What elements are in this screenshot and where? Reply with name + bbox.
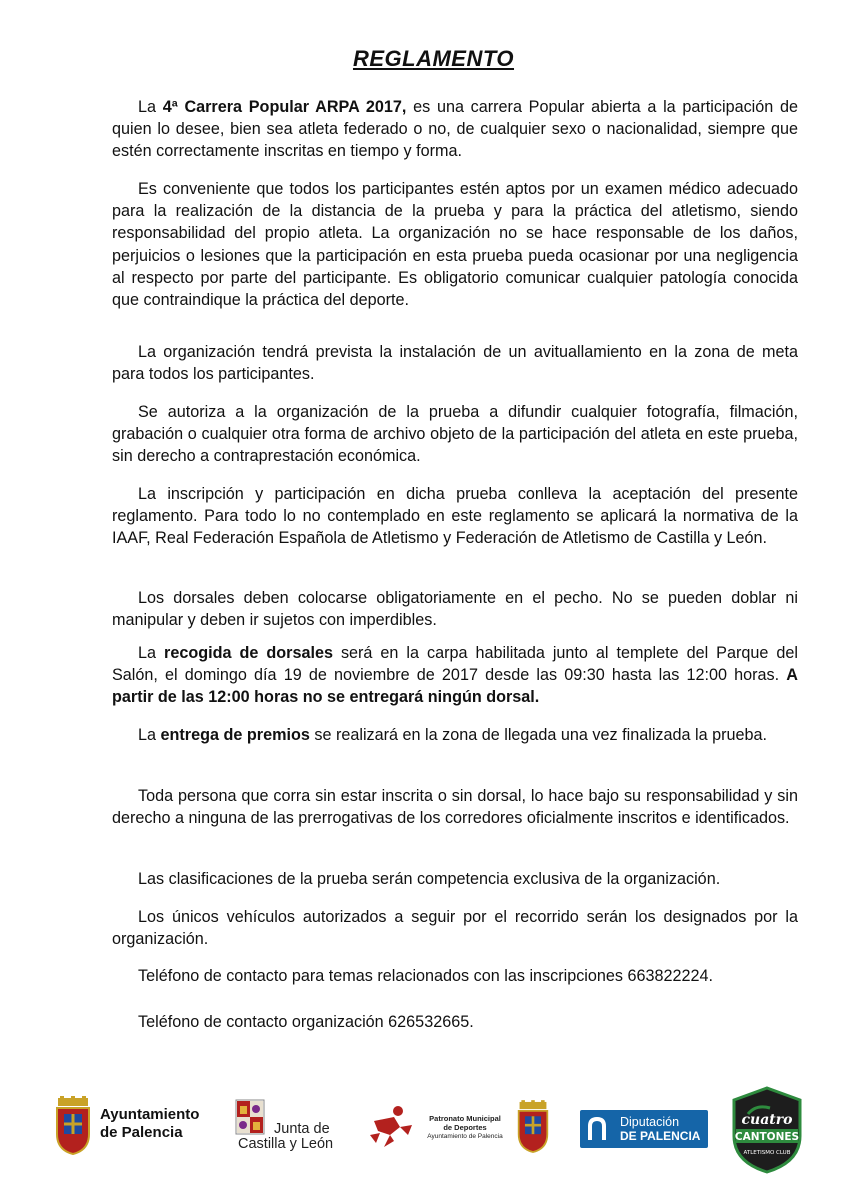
junta-text xyxy=(238,1121,334,1152)
ayuntamiento-text xyxy=(100,1106,199,1142)
sponsor-logos xyxy=(0,1080,867,1190)
logo-line: de Palencia xyxy=(100,1124,183,1141)
text-run: Teléfono de contacto organización 626532665. xyxy=(138,1013,474,1031)
text-run: La xyxy=(138,98,163,116)
diputacion-badge xyxy=(580,1110,708,1148)
paragraph-bib-pickup xyxy=(112,642,798,709)
paragraph-phone-organization xyxy=(112,1011,798,1033)
paragraph-bibs xyxy=(112,587,798,631)
text-run: Los dorsales deben colocarse obligatoriamente en el pecho. No se pueden doblar ni manipular y deben ir sujetos con imperdibles. xyxy=(112,589,798,630)
text-run: La xyxy=(138,726,161,744)
arch-icon xyxy=(580,1110,614,1148)
logo-cuatro-cantones xyxy=(726,1084,808,1176)
text-run: Se autoriza a la organización de la prueba a difundir cualquier fotografía, filmación, grabación o cualquier otra forma de archivo objeto de la participación del atleta en este prueba, sin derecho a contraprestación económica. xyxy=(112,403,798,466)
text-run: Toda persona que corra sin estar inscrita o sin dorsal, lo hace bajo su responsabilidad y sin derecho a ninguna de las prerrogativas de los corredores oficialmente inscritos e identificados. xyxy=(112,787,798,828)
logo-line: Ayuntamiento de Palencia xyxy=(427,1132,503,1140)
text-run: se realizará en la zona de llegada una vez finalizada la prueba. xyxy=(309,726,768,744)
paragraph-intro xyxy=(112,96,798,163)
logo-line: Patronato Municipal xyxy=(429,1113,501,1123)
logo-line: Ayuntamiento xyxy=(100,1106,200,1123)
club-line-1: cuatro xyxy=(741,1112,793,1128)
club-line-3: ATLETISMO CLUB xyxy=(743,1150,791,1156)
paragraph-refreshment xyxy=(112,341,798,385)
city-crest-icon xyxy=(54,1096,92,1152)
logo-line: Castilla y León xyxy=(238,1136,334,1152)
paragraph-awards xyxy=(112,724,798,746)
logo-line: Diputación xyxy=(620,1115,680,1129)
bold-run: entrega de premios xyxy=(160,726,310,744)
patronato-text xyxy=(420,1114,510,1141)
logo-diputacion-palencia xyxy=(580,1110,708,1148)
text-run: Es conveniente que todos los participantes estén aptos por un examen médico adecuado para la realización de la distancia de la prueba y para la práctica del atletismo, siendo responsabilidad del propio atleta. La organización no se hace responsable de los daños, perjuicios o lesiones que la participación en esta prueba pueda ocasionar por una negligencia al respecto por parte del participante. Es obligatorio comunicar cualquier patología conocida que contraindique la práctica del deporte. xyxy=(112,180,798,310)
bold-run: recogida de dorsales xyxy=(164,644,333,662)
club-badge-icon xyxy=(726,1084,808,1176)
paragraph-unregistered xyxy=(112,785,798,829)
text-run: Teléfono de contacto para temas relacionados con las inscripciones 663822224. xyxy=(138,967,714,985)
text-run: La organización tendrá prevista la instalación de un avituallamiento en la zona de meta para todos los participantes. xyxy=(112,343,798,384)
paragraph-classifications xyxy=(112,868,798,890)
text-run: será en la carpa habilitada junto al templete del Parque del Salón, el domingo día 19 de noviembre de 2017 desde las 09:30 hasta las 12:00 horas. xyxy=(112,644,798,685)
logo-line: de Deportes xyxy=(443,1122,487,1132)
text-run: es una carrera Popular abierta a la participación de quien lo desee, bien sea atleta federado o no, de cualquier sexo o nacionalidad, siempre que estén correctamente inscritas en tiempo y forma. xyxy=(112,98,799,161)
text-run: La inscripción y participación en dicha prueba conlleva la aceptación del presente reglamento. Para todo lo no contemplado en este reglamento se aplicará la normativa de la IAAF, Real Federación Española de Atletismo y Federación de Atletismo de Castilla y León. xyxy=(112,485,798,548)
logo-patronato-deportes xyxy=(368,1100,550,1154)
text-run: Los únicos vehículos autorizados a seguir por el recorrido serán los designados por la organización. xyxy=(112,908,798,949)
club-line-2: CANTONES xyxy=(734,1131,800,1143)
logo-line: DE PALENCIA xyxy=(620,1129,701,1143)
paragraph-image-rights xyxy=(112,401,798,468)
diputacion-text xyxy=(614,1115,708,1143)
text-run: La xyxy=(138,644,165,662)
paragraph-vehicles xyxy=(112,906,798,950)
logo-ayuntamiento-palencia xyxy=(54,1096,199,1152)
bold-run: A partir de las 12:00 horas no se entregará ningún dorsal. xyxy=(112,666,798,707)
runner-figure-icon xyxy=(368,1105,416,1149)
paragraph-phone-inscriptions xyxy=(112,965,798,987)
logo-junta-castilla-leon xyxy=(234,1098,333,1152)
race-name: 4ª Carrera Popular ARPA 2017, xyxy=(162,98,407,116)
paragraph-acceptance xyxy=(112,483,798,550)
logo-line: Junta de xyxy=(274,1121,330,1137)
document-title: REGLAMENTO xyxy=(352,46,515,71)
paragraph-medical xyxy=(112,178,798,311)
city-crest-icon xyxy=(516,1100,550,1154)
text-run: Las clasificaciones de la prueba serán competencia exclusiva de la organización. xyxy=(138,870,721,888)
